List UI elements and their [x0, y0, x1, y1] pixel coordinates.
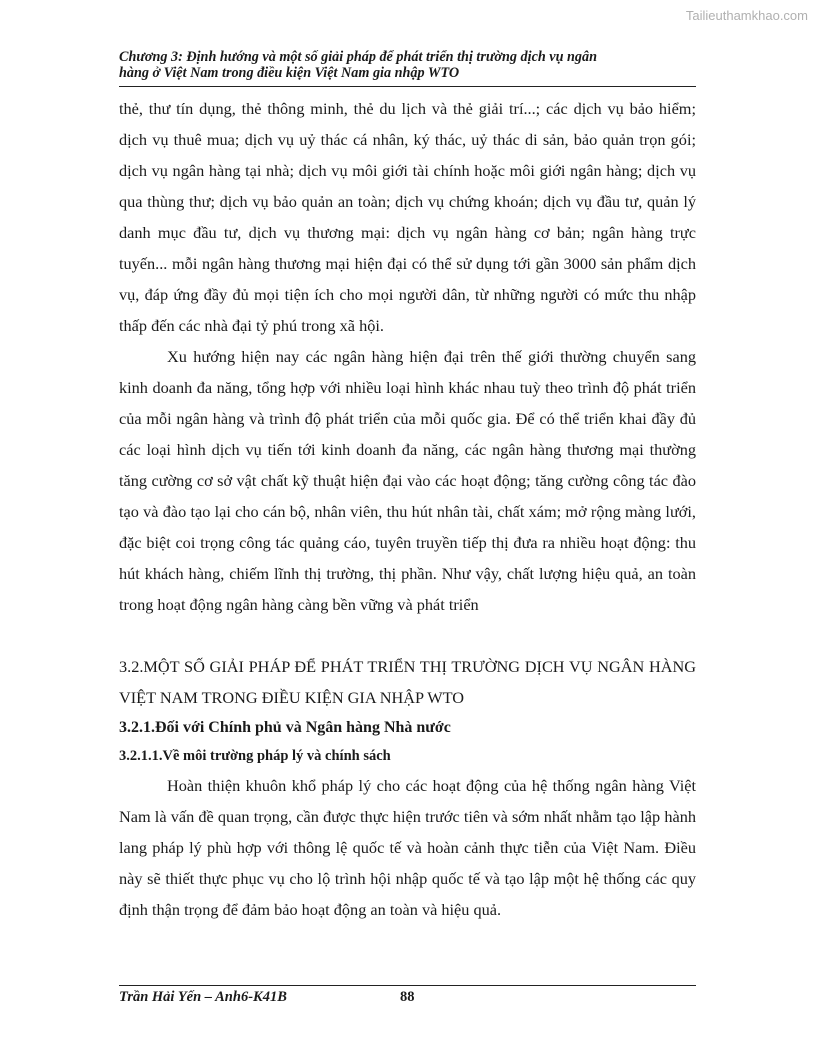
subsection-heading: 3.2.1.Đối với Chính phủ và Ngân hàng Nhà nước — [119, 719, 451, 736]
page-body — [119, 93, 696, 925]
footer-divider — [119, 985, 696, 986]
header-divider — [119, 86, 696, 87]
subsubsection-heading: 3.2.1.1.Về môi trường pháp lý và chính sách — [119, 748, 391, 764]
page-number: 88 — [400, 989, 415, 1005]
paragraph-3: Hoàn thiện khuôn khổ pháp lý cho các hoạt động của hệ thống ngân hàng Việt Nam là vấn đề quan trọng, cần được thực hiện trước tiên và sớm nhất nhằm tạo lập hành lang pháp lý phù hợp với thông lệ quốc tế và hoàn cảnh thực tiễn của Việt Nam. Điều này sẽ thiết thực phục vụ cho lộ trình hội nhập quốc tế và tạo lập một hệ thống các quy định thận trọng để đảm bảo hoạt động an toàn và hiệu quả. — [119, 776, 696, 919]
paragraph-1: thẻ, thư tín dụng, thẻ thông minh, thẻ du lịch và thẻ giải trí...; các dịch vụ bảo hiểm; dịch vụ thuê mua; dịch vụ uỷ thác cá nhân, ký thác, uỷ thác di sản, bảo quản trọn gói; dịch vụ ngân hàng tại nhà; dịch vụ môi giới tài chính hoặc môi giới ngân hàng; dịch vụ qua thùng thư; dịch vụ bảo quản an toàn; dịch vụ chứng khoán; dịch vụ đầu tư, quản lý danh mục đầu tư, dịch vụ thương mại: dịch vụ ngân hàng cơ bản; ngân hàng trực tuyến... mỗi ngân hàng thương mại hiện đại có thể sử dụng tới gần 3000 sản phẩm dịch vụ, đáp ứng đầy đủ mọi tiện ích cho mọi người dân, từ những người có mức thu nhập thấp đến các nhà đại tỷ phú trong xã hội. — [119, 99, 696, 335]
page-footer — [119, 989, 696, 1006]
section-heading: 3.2.MỘT SỐ GIẢI PHÁP ĐỂ PHÁT TRIỂN THỊ TRƯỜNG DỊCH VỤ NGÂN HÀNG VIỆT NAM TRONG ĐIỀU KIỆN GIA NHẬP WTO — [119, 657, 696, 707]
watermark: Tailieuthamkhao.com — [685, 8, 808, 23]
running-header — [119, 49, 699, 81]
footer-author: Trần Hải Yến – Anh6-K41B — [119, 989, 287, 1005]
header-line-1: Chương 3: Định hướng và một số giải pháp để phát triển thị trường dịch vụ ngân — [119, 49, 598, 65]
header-line-2: hàng ở Việt Nam trong điều kiện Việt Nam gia nhập WTO — [119, 65, 460, 81]
paragraph-2: Xu hướng hiện nay các ngân hàng hiện đại trên thế giới thường chuyển sang kinh doanh đa năng, tổng hợp với nhiều loại hình khác nhau tuỳ theo trình độ phát triển của mỗi ngân hàng và trình độ phát triển của mỗi quốc gia. Để có thể triển khai đầy đủ các loại hình dịch vụ tiến tới kinh doanh đa năng, các ngân hàng thương mại thường tăng cường cơ sở vật chất kỹ thuật hiện đại vào các hoạt động; tăng cường công tác đào tạo và đào tạo lại cho cán bộ, nhân viên, thu hút nhân tài, chất xám; mở rộng màng lưới, đặc biệt coi trọng công tác quảng cáo, tuyên truyền tiếp thị đưa ra nhiều hoạt động: thu hút khách hàng, chiếm lĩnh thị trường, thị phần. Như vậy, chất lượng hiệu quả, an toàn trong hoạt động ngân hàng càng bền vững và phát triển — [119, 347, 696, 614]
